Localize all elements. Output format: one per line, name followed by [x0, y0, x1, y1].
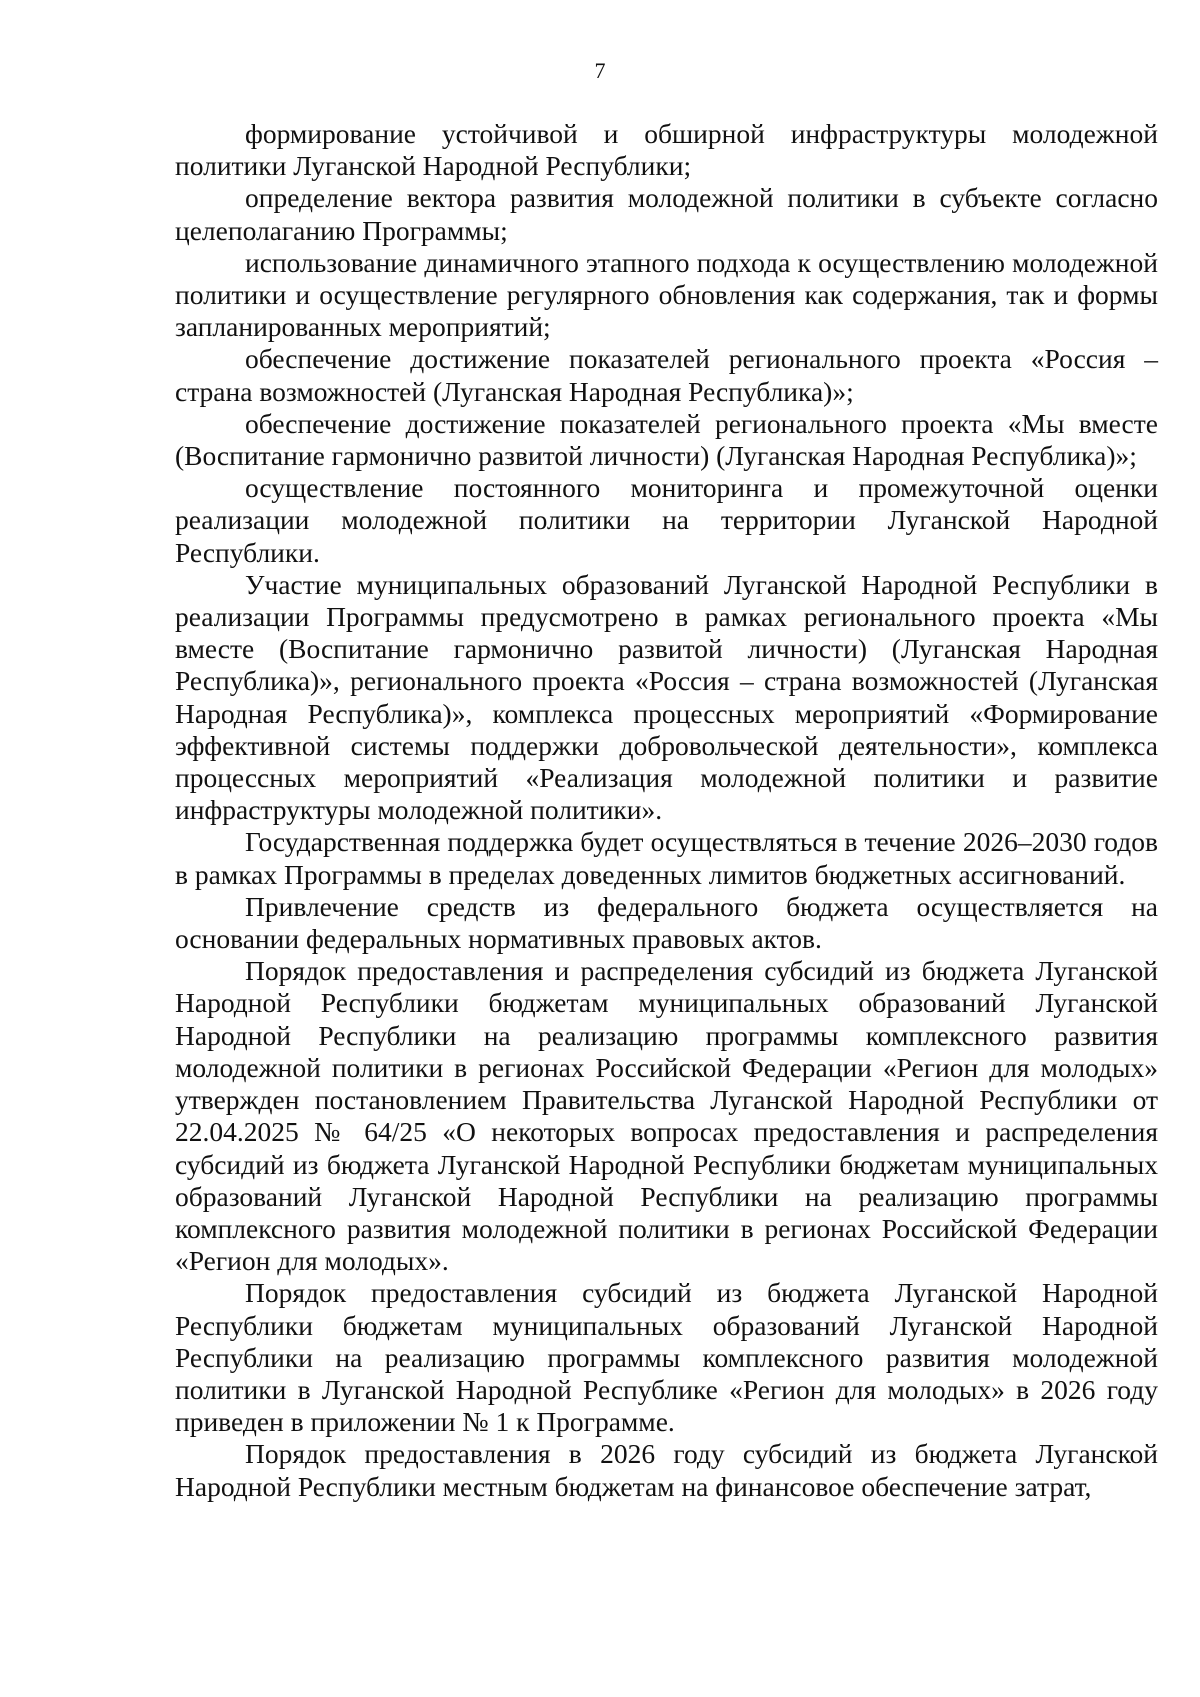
- paragraph-russia-project: обеспечение достижение показателей регионального проекта «Россия – страна возможностей (Луганская Народная Республика)»;: [175, 343, 1158, 407]
- paragraph-state-support: Государственная поддержка будет осуществляться в течение 2026–2030 годов в рамках Программы в пределах доведенных лимитов бюджетных ассигнований.: [175, 826, 1158, 890]
- paragraph-vector: определение вектора развития молодежной политики в субъекте согласно целеполаганию Программы;: [175, 182, 1158, 246]
- paragraph-dynamic-approach: использование динамичного этапного подхода к осуществлению молодежной политики и осуществление регулярного обновления как содержания, так и формы запланированных мероприятий;: [175, 246, 1158, 343]
- paragraph-monitoring: осуществление постоянного мониторинга и промежуточной оценки реализации молодежной политики на территории Луганской Народной Республики.: [175, 472, 1158, 568]
- paragraph-together-project: обеспечение достижение показателей регионального проекта «Мы вместе (Воспитание гармонично развитой личности) (Луганская Народная Республика)»;: [175, 407, 1158, 472]
- paragraph-subsidy-2026: Порядок предоставления субсидий из бюджета Луганской Народной Республики бюджетам муниципальных образований Луганской Народной Республики на реализацию программы комплексного развития молодежной политики в Луганской Народной Республике «Регион для молодых» в 2026 году приведен в приложении № 1 к Программе.: [175, 1277, 1158, 1438]
- paragraph-infrastructure: формирование устойчивой и обширной инфраструктуры молодежной политики Луганской Народной Республики;: [175, 118, 1158, 182]
- paragraph-municipal-participation: Участие муниципальных образований Луганской Народной Республики в реализации Программы предусмотрено в рамках регионального проекта «Мы вместе (Воспитание гармонично развитой личности) (Луганская Народная Республика)», регионального проекта «Россия – страна возможностей (Луганская Народная Республика)», комплекса процессных мероприятий «Формирование эффективной системы поддержки добровольческой деятельности», комплекса процессных мероприятий «Реализация молодежной политики и развитие инфраструктуры молодежной политики».: [175, 568, 1158, 826]
- paragraph-federal-funds: Привлечение средств из федерального бюджета осуществляется на основании федеральных нормативных правовых актов.: [175, 890, 1158, 955]
- paragraph-subsidy-procedure: Порядок предоставления и распределения субсидий из бюджета Луганской Народной Республики бюджетам муниципальных образований Луганской Народной Республики на реализацию программы комплексного развития молодежной политики в регионах Российской Федерации «Регион для молодых» утвержден постановлением Правительства Луганской Народной Республики от 22.04.2025 № 64/25 «О некоторых вопросах предоставления и распределения субсидий из бюджета Луганской Народной Республики бюджетам муниципальных образований Луганской Народной Республики на реализацию программы комплексного развития молодежной политики в регионах Российской Федерации «Регион для молодых».: [175, 955, 1158, 1277]
- page-number: 7: [594, 58, 606, 83]
- paragraph-local-budgets: Порядок предоставления в 2026 году субсидий из бюджета Луганской Народной Республики местным бюджетам на финансовое обеспечение затрат,: [175, 1438, 1158, 1502]
- document-body: [175, 118, 1158, 1503]
